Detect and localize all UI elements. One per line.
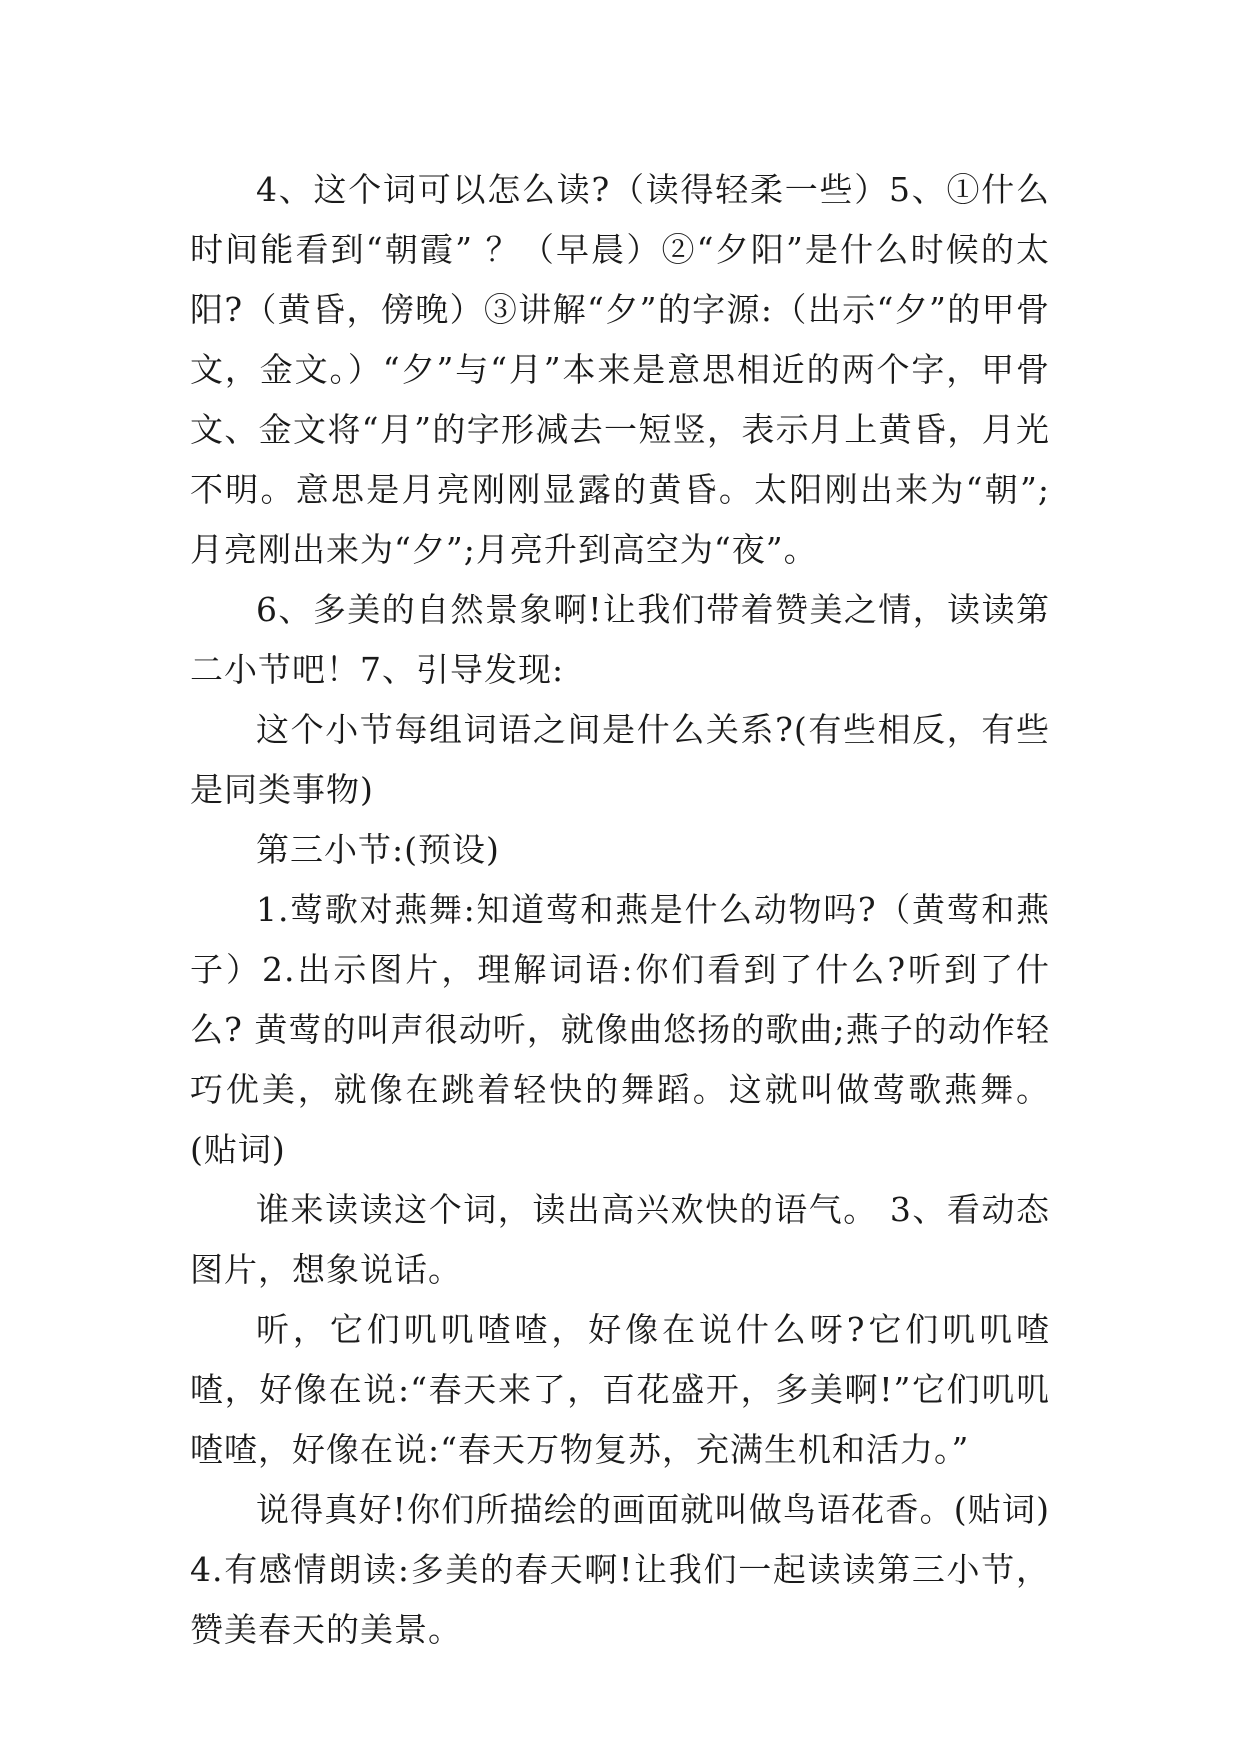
paragraph: 说得真好!你们所描绘的画面就叫做鸟语花香。(贴词) 4.有感情朗读:多美的春天啊!让我们一起读读第三小节，赞美春天的美景。	[190, 1490, 1050, 1649]
paragraph: 听，它们叽叽喳喳，好像在说什么呀?它们叽叽喳喳，好像在说:“春天来了，百花盛开，多美啊!”它们叽叽喳喳，好像在说:“春天万物复苏，充满生机和活力。”	[190, 1310, 1050, 1469]
paragraph: 4、这个词可以怎么读?（读得轻柔一些）5、①什么时间能看到“朝霞” ？（早晨）②“夕阳”是什么时候的太阳?（黄昏，傍晚）③讲解“夕”的字源:（出示“夕”的甲骨文，金文。）“夕”与“月”本来是意思相近的两个字，甲骨文、金文将“月”的字形减去一短竖，表示月上黄昏，月光不明。意思是月亮刚刚显露的黄昏。太阳刚出来为“朝”;月亮刚出来为“夕”;月亮升到高空为“夜”。	[190, 170, 1050, 569]
document-body	[190, 160, 1050, 1660]
paragraph: 1.莺歌对燕舞:知道莺和燕是什么动物吗?（黄莺和燕子）2.出示图片，理解词语:你们看到了什么?听到了什么? 黄莺的叫声很动听，就像曲悠扬的歌曲;燕子的动作轻巧优美，就像在跳着轻快的舞蹈。这就叫做莺歌燕舞。(贴词)	[190, 890, 1050, 1169]
paragraph: 第三小节:(预设)	[256, 830, 500, 869]
paragraph: 这个小节每组词语之间是什么关系?(有些相反，有些是同类事物)	[190, 710, 1050, 809]
paragraph: 谁来读读这个词，读出高兴欢快的语气。 3、看动态图片，想象说话。	[190, 1190, 1050, 1289]
paragraph: 6、多美的自然景象啊!让我们带着赞美之情，读读第二小节吧！7、引导发现:	[190, 590, 1050, 689]
